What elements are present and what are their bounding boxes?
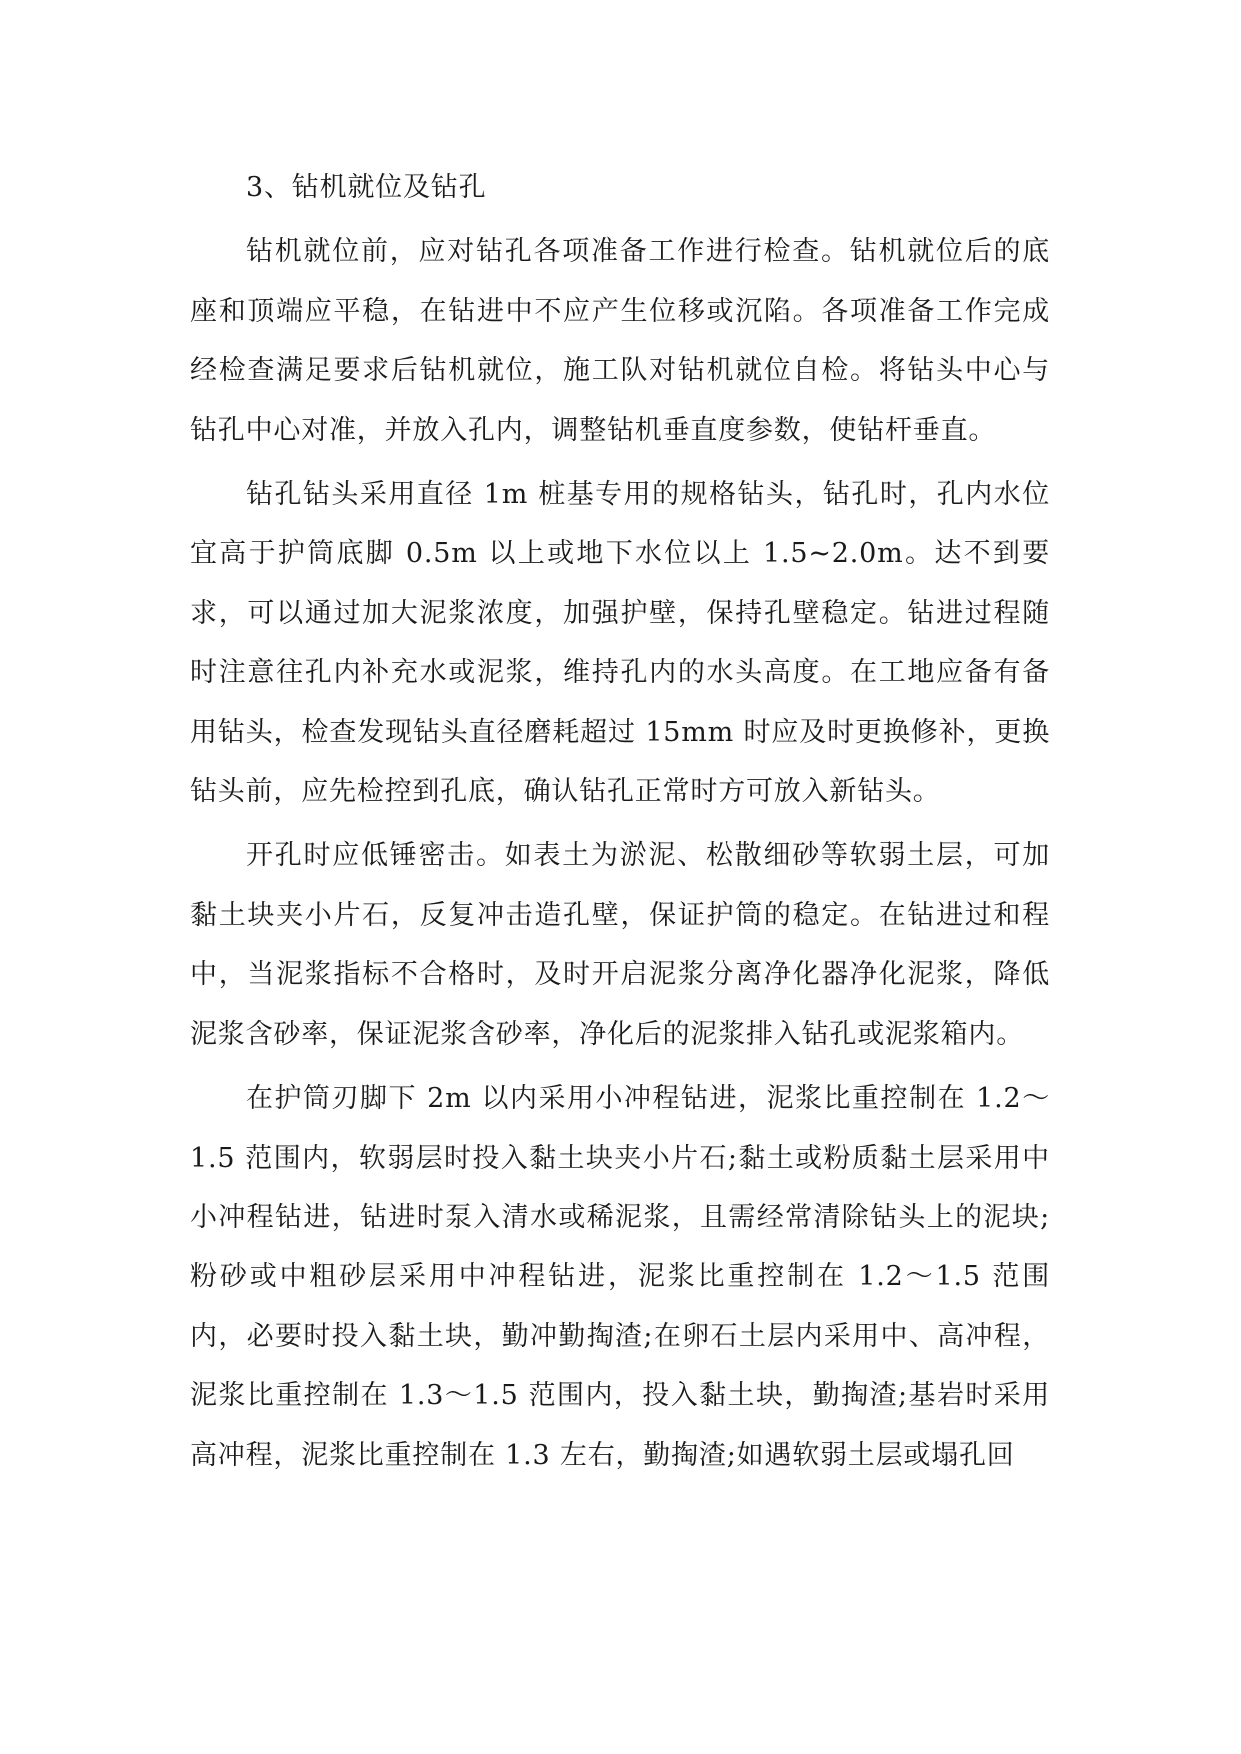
document-body [190,158,1050,1490]
paragraph-stroke-and-mud-control: 在护筒刃脚下 2m 以内采用小冲程钻进，泥浆比重控制在 1.2～1.5 范围内，软弱层时投入黏土块夹小片石;黏土或粉质黏土层采用中小冲程钻进，钻进时泵入清水或稀泥浆，且需经常清除钻头上的泥块;粉砂或中粗砂层采用中冲程钻进，泥浆比重控制在 1.2～1.5 范围内，必要时投入黏土块，勤冲勤掏渣;在卵石土层内采用中、高冲程，泥浆比重控制在 1.3～1.5 范围内，投入黏土块，勤掏渣;基岩时采用高冲程，泥浆比重控制在 1.3 左右，勤掏渣;如遇软弱土层或塌孔回 [190,1083,1050,1471]
paragraph-drill-bit-and-water-level: 钻孔钻头采用直径 1m 桩基专用的规格钻头，钻孔时，孔内水位宜高于护筒底脚 0.5m 以上或地下水位以上 1.5~2.0m。达不到要求，可以通过加大泥浆浓度，加强护壁，保持孔壁稳定。钻进过程随时注意往孔内补充水或泥浆，维持孔内的水头高度。在工地应备有备用钻头，检查发现钻头直径磨耗超过 15mm 时应及时更换修补，更换钻头前，应先检控到孔底，确认钻孔正常时方可放入新钻头。 [190,479,1050,808]
paragraph-rig-positioning: 钻机就位前，应对钻孔各项准备工作进行检查。钻机就位后的底座和顶端应平稳，在钻进中不应产生位移或沉陷。各项准备工作完成经检查满足要求后钻机就位，施工队对钻机就位自检。将钻头中心与钻孔中心对准，并放入孔内，调整钻机垂直度参数，使钻杆垂直。 [190,236,1050,446]
section-heading: 3、钻机就位及钻孔 [246,172,487,203]
paragraph-hole-opening: 开孔时应低锤密击。如表土为淤泥、松散细砂等软弱土层，可加黏土块夹小片石，反复冲击造孔壁，保证护筒的稳定。在钻进过和程中，当泥浆指标不合格时，及时开启泥浆分离净化器净化泥浆，降低泥浆含砂率，保证泥浆含砂率，净化后的泥浆排入钻孔或泥浆箱内。 [190,840,1050,1050]
